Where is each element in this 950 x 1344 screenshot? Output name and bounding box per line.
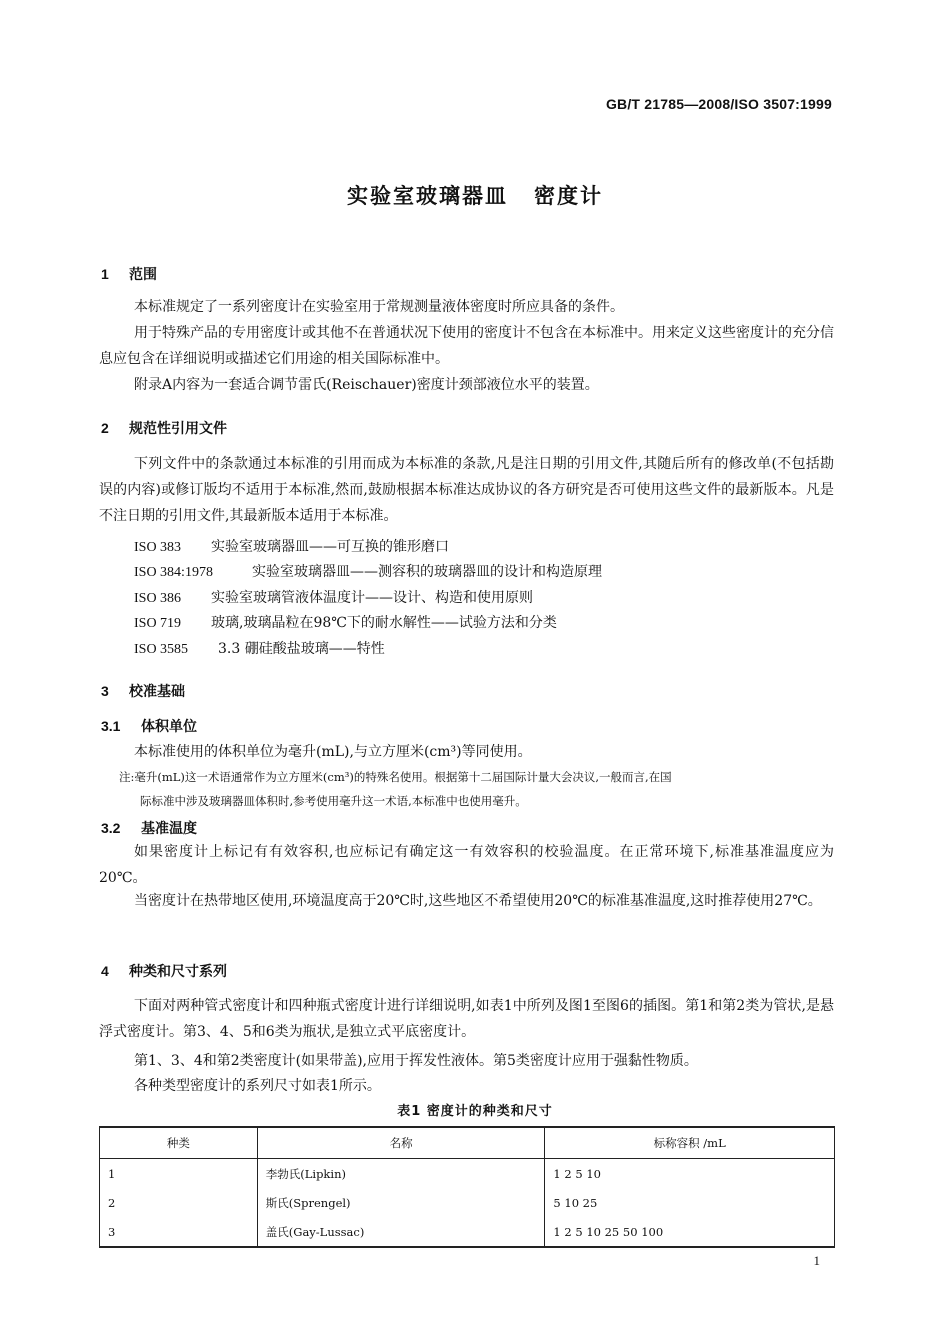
table-cell: 2	[100, 1188, 258, 1217]
reference-item	[134, 638, 385, 658]
page-number: 1	[813, 1253, 820, 1268]
column-header: 标称容积 /mL	[545, 1127, 835, 1159]
table-cell: 1 2 5 10	[545, 1159, 835, 1189]
section-title: 规范性引用文件	[129, 421, 227, 437]
reference-code: ISO 383	[134, 540, 182, 555]
table-header-row	[100, 1127, 835, 1159]
table-cell: 5 10 25	[545, 1188, 835, 1217]
subsection-title: 体积单位	[141, 719, 197, 735]
note	[119, 765, 834, 813]
s4-line-2: 第1、3、4和第2类密度计(如果带盖),应用于挥发性液体。第5类密度计应用于强黏性物质。	[134, 1053, 698, 1069]
section-title: 范围	[129, 267, 157, 283]
reference-code: ISO 384:1978	[134, 565, 213, 580]
reference-title: 玻璃,玻璃晶粒在98℃下的耐水解性——试验方法和分类	[211, 615, 557, 631]
reference-title: 实验室玻璃器皿——测容积的玻璃器皿的设计和构造原理	[252, 564, 602, 580]
title-part1: 实验室玻璃器皿	[347, 184, 508, 208]
subsection-3-2-heading	[101, 818, 197, 838]
table-cell: 3	[100, 1217, 258, 1247]
section-title: 种类和尺寸系列	[129, 964, 227, 980]
s4-paragraph-1: 下面对两种管式密度计和四种瓶式密度计进行详细说明,如表1中所列及图1至图6的插图。第1和第2类为管状,是悬浮式密度计。第3、4、5和6类为瓶状,是独立式平底密度计。	[99, 998, 834, 1040]
s1-paragraph-1: 本标准规定了一系列密度计在实验室用于常规测量液体密度时所应具备的条件。	[134, 299, 624, 315]
section-3-heading	[101, 681, 185, 701]
s1-paragraph-3: 附录A内容为一套适合调节雷氏(Reischauer)密度计颈部液位水平的装置。	[134, 377, 599, 393]
table-cell: 1	[100, 1159, 258, 1189]
s3-1-text: 本标准使用的体积单位为毫升(mL),与立方厘米(cm³)等同使用。	[134, 744, 532, 760]
reference-title: 3.3 硼硅酸盐玻璃——特性	[218, 641, 385, 657]
document-title	[0, 180, 950, 210]
table-1	[99, 1126, 835, 1248]
section-number: 3	[101, 683, 109, 699]
note-line-2: 际标准中涉及玻璃器皿体积时,参考使用毫升这一术语,本标准中也使用毫升。	[140, 794, 527, 808]
s4-line-3: 各种类型密度计的系列尺寸如表1所示。	[134, 1078, 381, 1094]
table-row	[100, 1159, 835, 1189]
s3-2-paragraph-1: 如果密度计上标记有有效容积,也应标记有确定这一有效容积的校验温度。在正常环境下,标准基准温度应为20℃。	[99, 844, 834, 886]
section-1-heading	[101, 264, 157, 284]
subsection-number: 3.2	[101, 820, 121, 836]
reference-item	[134, 536, 449, 556]
table-cell: 盖氏(Gay-Lussac)	[257, 1217, 545, 1247]
table-caption: 表1 密度计的种类和尺寸	[397, 1104, 553, 1119]
table-row	[100, 1217, 835, 1247]
reference-title: 实验室玻璃器皿——可互换的锥形磨口	[211, 539, 449, 555]
reference-title: 实验室玻璃管液体温度计——设计、构造和使用原则	[211, 590, 533, 606]
s2-paragraph: 下列文件中的条款通过本标准的引用而成为本标准的条款,凡是注日期的引用文件,其随后所有的修改单(不包括勘误的内容)或修订版均不适用于本标准,然而,鼓励根据本标准达成协议的各方研究是否可使用这些文件的最新版本。凡是不注日期的引用文件,其最新版本适用于本标准。	[99, 456, 834, 524]
column-header: 种类	[100, 1127, 258, 1159]
reference-item	[134, 587, 533, 607]
subsection-number: 3.1	[101, 718, 121, 734]
s1-paragraph-2: 用于特殊产品的专用密度计或其他不在普通状况下使用的密度计不包含在本标准中。用来定义这些密度计的充分信息应包含在详细说明或描述它们用途的相关国际标准中。	[99, 325, 834, 367]
subsection-3-1-heading	[101, 716, 197, 736]
reference-code: ISO 3585	[134, 642, 189, 657]
table-cell: 1 2 5 10 25 50 100	[545, 1217, 835, 1247]
table-cell: 李勃氏(Lipkin)	[257, 1159, 545, 1189]
reference-code: ISO 719	[134, 616, 182, 631]
section-4-heading	[101, 961, 227, 981]
section-number: 1	[101, 266, 109, 282]
subsection-title: 基准温度	[141, 821, 197, 837]
reference-item	[134, 561, 602, 581]
section-number: 4	[101, 963, 109, 979]
table-row	[100, 1188, 835, 1217]
table-cell: 斯氏(Sprengel)	[257, 1188, 545, 1217]
reference-item	[134, 612, 557, 632]
s3-2-paragraph-2: 当密度计在热带地区使用,环境温度高于20℃时,这些地区不希望使用20℃的标准基准温度,这时推荐使用27℃。	[134, 893, 822, 909]
column-header: 名称	[257, 1127, 545, 1159]
standard-number: GB/T 21785—2008/ISO 3507:1999	[605, 96, 832, 112]
note-line-1: 注:毫升(mL)这一术语通常作为立方厘米(cm³)的特殊名使用。根据第十二届国际计量大会决议,一般而言,在国	[119, 770, 672, 784]
title-part2: 密度计	[534, 184, 603, 208]
section-number: 2	[101, 420, 109, 436]
section-title: 校准基础	[129, 684, 185, 700]
reference-code: ISO 386	[134, 591, 182, 606]
section-2-heading	[101, 418, 227, 438]
